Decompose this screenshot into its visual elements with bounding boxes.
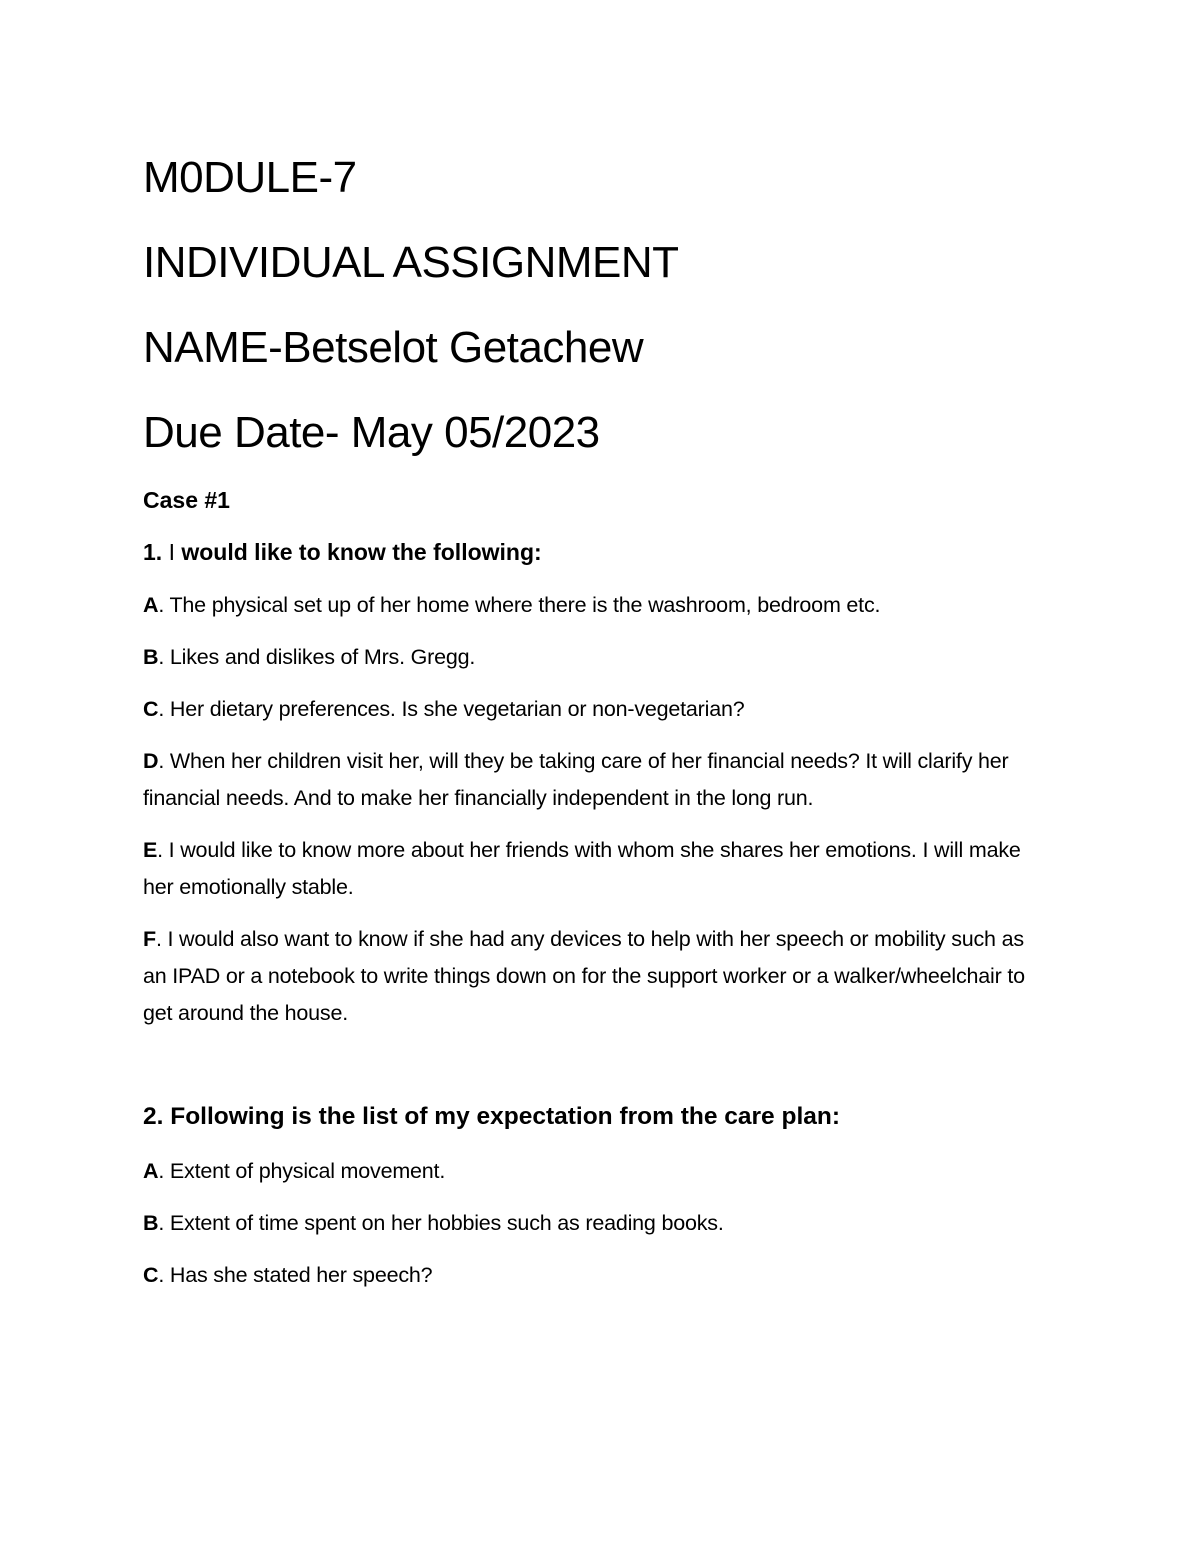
item-text: . I would like to know more about her friends with whom she shares her emotions. I will make her emotionally stable. — [143, 838, 1021, 899]
section1-item — [143, 691, 1043, 728]
item-text: . Her dietary preferences. Is she vegetarian or non-vegetarian? — [158, 697, 745, 721]
section2-item — [143, 1205, 1043, 1242]
section-spacer — [143, 1047, 1043, 1099]
item-letter: A — [143, 1159, 159, 1183]
section2-heading: 2. Following is the list of my expectation from the care plan: — [143, 1103, 841, 1130]
item-letter: D — [143, 749, 159, 773]
item-text: . Extent of time spent on her hobbies such as reading books. — [158, 1211, 724, 1235]
item-text: . The physical set up of her home where there is the washroom, bedroom etc. — [158, 593, 881, 617]
due-date: Due Date- May 05/2023 — [143, 408, 600, 457]
case-title: Case #1 — [143, 487, 230, 513]
item-text: . Has she stated her speech? — [158, 1263, 433, 1287]
item-letter: E — [143, 838, 158, 862]
section1-item — [143, 832, 1043, 906]
item-letter: C — [143, 697, 159, 721]
item-letter: A — [143, 593, 159, 617]
item-letter: B — [143, 1211, 159, 1235]
item-text: . Extent of physical movement. — [158, 1159, 446, 1183]
item-letter: F — [143, 927, 156, 951]
item-letter: B — [143, 645, 159, 669]
section2-item — [143, 1257, 1043, 1294]
student-name: NAME-Betselot Getachew — [143, 323, 644, 372]
document-body — [143, 148, 1043, 1309]
item-text: . When her children visit her, will they be taking care of her financial needs? It will clarify her financial needs. And to make her financially independent in the long run. — [143, 749, 1009, 810]
item-letter: C — [143, 1263, 159, 1287]
section1-item — [143, 743, 1043, 817]
section1-item — [143, 639, 1043, 676]
item-text: . Likes and dislikes of Mrs. Gregg. — [158, 645, 476, 669]
assignment-heading: INDIVIDUAL ASSIGNMENT — [143, 238, 679, 287]
section1-item — [143, 587, 1043, 624]
section1-number: 1. — [143, 539, 163, 565]
module-heading: M0DULE-7 — [143, 153, 357, 202]
section2-item — [143, 1153, 1043, 1190]
section1-lead: I — [168, 539, 175, 565]
section1-item — [143, 921, 1043, 1032]
item-text: . I would also want to know if she had any devices to help with her speech or mobility such as an IPAD or a notebook to write things down on for the support worker or a walker/wheelchair to get around the house. — [143, 927, 1025, 1025]
section1-title: would like to know the following: — [181, 539, 542, 565]
section1-heading — [143, 535, 1043, 569]
